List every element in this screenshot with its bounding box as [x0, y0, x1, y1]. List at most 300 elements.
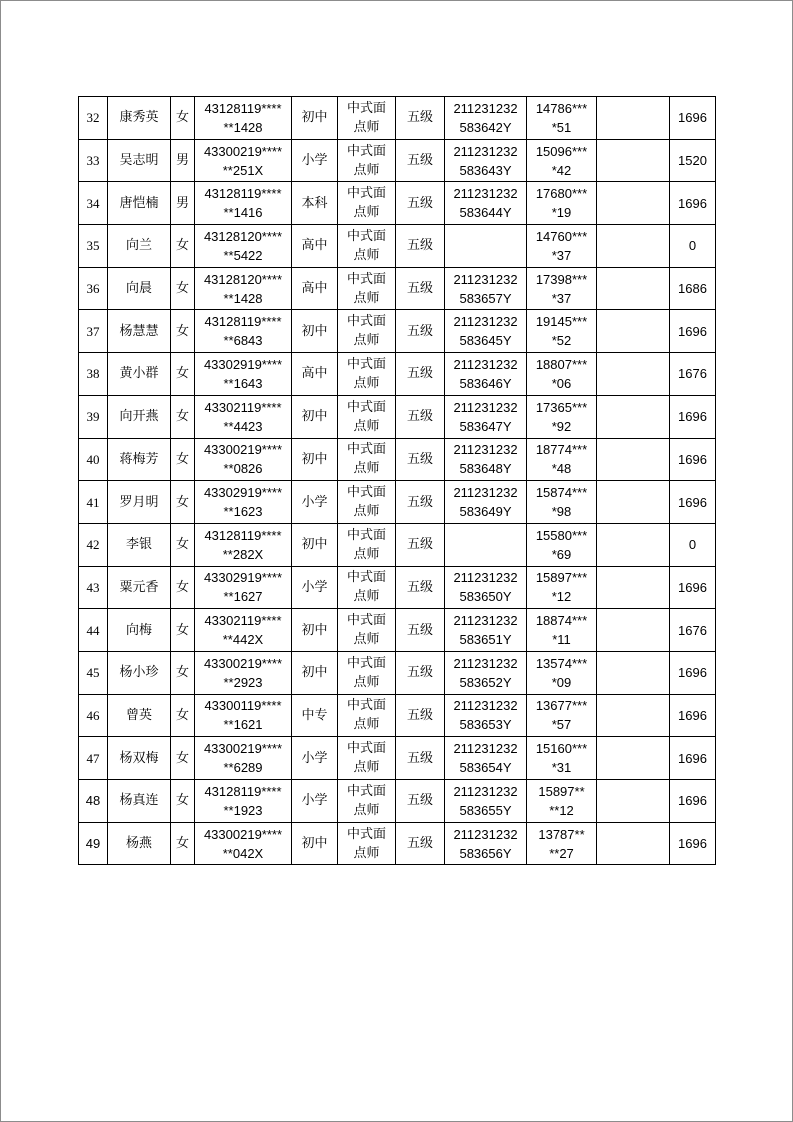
person-name — [108, 139, 171, 182]
education — [292, 267, 338, 310]
skill-level-text: 五级 — [406, 281, 433, 297]
education-text: 高中 — [301, 281, 328, 297]
occupation-text: 中式面 — [346, 143, 386, 159]
person-name — [108, 225, 171, 268]
gender — [171, 566, 195, 609]
row-number — [79, 267, 108, 310]
education — [292, 182, 338, 225]
certificate-number-text: 211231232 — [453, 570, 518, 586]
subsidy-amount-text: 1696 — [678, 451, 707, 467]
table-row — [79, 609, 716, 652]
phone-number — [527, 609, 597, 652]
occupation-text: 中式面 — [346, 186, 386, 202]
subsidy-amount-text: 1696 — [678, 110, 707, 126]
id-number-text: 43302119**** — [204, 399, 282, 415]
certificate-number — [445, 822, 527, 865]
subsidy-amount-text: 1676 — [678, 622, 707, 638]
table-row — [79, 267, 716, 310]
phone-number-text: 17398*** — [535, 271, 588, 287]
person-name-text: 李银 — [125, 537, 152, 553]
phone-number-text: *37 — [551, 247, 572, 263]
certificate-number-text: 583649Y — [459, 504, 512, 520]
note — [597, 481, 670, 524]
phone-number — [527, 310, 597, 353]
certificate-number-text: 583654Y — [459, 760, 512, 776]
occupation-text: 点师 — [353, 760, 380, 776]
education-text: 小学 — [301, 793, 328, 809]
subsidy-amount-text: 1696 — [678, 707, 707, 723]
certificate-number — [445, 609, 527, 652]
skill-level-text: 五级 — [406, 110, 433, 126]
id-number-text: 43128119**** — [204, 100, 282, 116]
subsidy-amount-text: 0 — [688, 537, 697, 553]
table-row — [79, 395, 716, 438]
certificate-number-text: 583642Y — [459, 119, 512, 135]
gender — [171, 780, 195, 823]
certificate-number-text: 211231232 — [453, 143, 518, 159]
certificate-number — [445, 225, 527, 268]
subsidy-amount-text: 1676 — [678, 366, 707, 382]
skill-level-text: 五级 — [406, 153, 433, 169]
occupation-text: 点师 — [353, 674, 380, 690]
phone-number-text: *52 — [551, 333, 572, 349]
id-number — [195, 310, 292, 353]
certificate-number — [445, 395, 527, 438]
phone-number — [527, 395, 597, 438]
note — [597, 737, 670, 780]
id-number — [195, 609, 292, 652]
roster-table — [78, 96, 716, 865]
row-number — [79, 182, 108, 225]
phone-number-text: *48 — [551, 461, 572, 477]
skill-level-text: 五级 — [406, 323, 433, 339]
phone-number — [527, 780, 597, 823]
occupation-text: 中式面 — [346, 570, 386, 586]
note — [597, 822, 670, 865]
occupation-text: 点师 — [353, 589, 380, 605]
gender-text: 女 — [175, 836, 189, 852]
occupation-text: 点师 — [353, 418, 380, 434]
skill-level — [396, 353, 445, 396]
education-text: 高中 — [301, 238, 328, 254]
gender — [171, 523, 195, 566]
certificate-number-text: 583648Y — [459, 461, 512, 477]
gender-text: 男 — [175, 195, 189, 211]
id-number-text: **442X — [222, 632, 264, 648]
skill-level — [396, 225, 445, 268]
skill-level — [396, 182, 445, 225]
education-text: 初中 — [301, 323, 328, 339]
certificate-number-text: 211231232 — [453, 100, 518, 116]
certificate-number-text: 583652Y — [459, 674, 512, 690]
row-number-text: 47 — [86, 750, 100, 766]
education-text: 小学 — [301, 494, 328, 510]
note — [597, 353, 670, 396]
skill-level — [396, 395, 445, 438]
occupation — [338, 139, 396, 182]
occupation — [338, 353, 396, 396]
phone-number-text: 15897*** — [535, 570, 588, 586]
phone-number-text: 17680*** — [535, 186, 588, 202]
phone-number-text: 18874*** — [535, 613, 588, 629]
subsidy-amount-text: 1686 — [678, 281, 707, 297]
certificate-number-text: 583647Y — [459, 418, 512, 434]
skill-level-text: 五级 — [406, 707, 433, 723]
gender — [171, 651, 195, 694]
row-number-text: 40 — [86, 451, 100, 467]
gender — [171, 694, 195, 737]
skill-level — [396, 566, 445, 609]
phone-number-text: 17365*** — [535, 399, 588, 415]
certificate-number — [445, 651, 527, 694]
subsidy-amount-text: 1696 — [678, 579, 707, 595]
certificate-number-text: 583643Y — [459, 162, 512, 178]
row-number — [79, 651, 108, 694]
person-name-text: 向兰 — [125, 238, 152, 254]
certificate-number-text: 583657Y — [459, 290, 512, 306]
certificate-number-text: 211231232 — [453, 186, 518, 202]
id-number-text: **1643 — [223, 375, 263, 391]
occupation-text: 点师 — [353, 205, 380, 221]
row-number-text: 42 — [86, 537, 100, 553]
education-text: 初中 — [301, 409, 328, 425]
person-name — [108, 353, 171, 396]
person-name-text: 康秀英 — [119, 110, 159, 126]
subsidy-amount-text: 0 — [688, 238, 697, 254]
id-number — [195, 651, 292, 694]
person-name-text: 黄小群 — [119, 366, 159, 382]
occupation-text: 点师 — [353, 802, 380, 818]
certificate-number — [445, 523, 527, 566]
phone-number — [527, 523, 597, 566]
occupation-text: 点师 — [353, 290, 380, 306]
gender-text: 女 — [175, 537, 189, 553]
row-number — [79, 310, 108, 353]
phone-number — [527, 97, 597, 140]
subsidy-amount — [670, 481, 716, 524]
gender — [171, 609, 195, 652]
subsidy-amount-text: 1696 — [678, 195, 707, 211]
id-number-text: **1416 — [223, 205, 263, 221]
person-name — [108, 780, 171, 823]
person-name-text: 吴志明 — [119, 153, 159, 169]
id-number-text: 43300119**** — [204, 698, 282, 714]
note — [597, 139, 670, 182]
person-name-text: 蒋梅芳 — [119, 451, 159, 467]
id-number — [195, 780, 292, 823]
skill-level-text: 五级 — [406, 793, 433, 809]
gender — [171, 438, 195, 481]
education — [292, 737, 338, 780]
gender-text: 女 — [175, 707, 189, 723]
id-number-text: 43302919**** — [203, 485, 283, 501]
certificate-number-text: 211231232 — [453, 613, 518, 629]
gender — [171, 822, 195, 865]
id-number — [195, 353, 292, 396]
occupation — [338, 566, 396, 609]
id-number-text: **6289 — [223, 760, 263, 776]
education-text: 中专 — [301, 707, 328, 723]
phone-number-text: 15874*** — [535, 485, 588, 501]
id-number-text: **1627 — [223, 589, 263, 605]
row-number — [79, 566, 108, 609]
phone-number-text: 14786*** — [535, 100, 588, 116]
note — [597, 780, 670, 823]
occupation — [338, 651, 396, 694]
id-number — [195, 438, 292, 481]
gender — [171, 737, 195, 780]
phone-number-text: 18774*** — [535, 442, 588, 458]
subsidy-amount — [670, 139, 716, 182]
person-name-text: 向开燕 — [119, 409, 159, 425]
phone-number — [527, 651, 597, 694]
roster-body — [79, 97, 716, 865]
phone-number-text: *98 — [551, 504, 572, 520]
certificate-number — [445, 353, 527, 396]
certificate-number-text: 583645Y — [459, 333, 512, 349]
person-name — [108, 310, 171, 353]
row-number — [79, 609, 108, 652]
education — [292, 310, 338, 353]
phone-number-text: *06 — [551, 375, 572, 391]
gender-text: 女 — [175, 665, 189, 681]
certificate-number-text: 211231232 — [453, 826, 518, 842]
id-number — [195, 694, 292, 737]
occupation-text: 中式面 — [346, 228, 386, 244]
gender — [171, 310, 195, 353]
gender-text: 女 — [175, 110, 189, 126]
row-number — [79, 97, 108, 140]
certificate-number — [445, 267, 527, 310]
education-text: 小学 — [301, 750, 328, 766]
person-name-text: 杨慧慧 — [119, 323, 159, 339]
person-name — [108, 182, 171, 225]
occupation-text: 点师 — [353, 845, 380, 861]
occupation — [338, 438, 396, 481]
id-number-text: **1428 — [223, 119, 263, 135]
occupation-text: 点师 — [353, 119, 380, 135]
person-name-text: 向梅 — [125, 622, 152, 638]
phone-number-text: *42 — [551, 162, 572, 178]
id-number-text: **0826 — [223, 461, 263, 477]
note — [597, 566, 670, 609]
row-number-text: 41 — [86, 494, 100, 510]
subsidy-amount-text: 1696 — [678, 665, 707, 681]
id-number — [195, 481, 292, 524]
skill-level — [396, 822, 445, 865]
occupation-text: 中式面 — [346, 698, 386, 714]
row-number — [79, 737, 108, 780]
phone-number-text: 15580*** — [535, 527, 588, 543]
table-row — [79, 353, 716, 396]
subsidy-amount — [670, 182, 716, 225]
phone-number-text: 13574*** — [535, 655, 588, 671]
skill-level-text: 五级 — [406, 366, 433, 382]
certificate-number-text: 211231232 — [453, 741, 518, 757]
subsidy-amount — [670, 97, 716, 140]
id-number-text: **4423 — [223, 418, 263, 434]
education — [292, 97, 338, 140]
skill-level — [396, 139, 445, 182]
phone-number-text: *69 — [551, 546, 572, 562]
row-number — [79, 780, 108, 823]
skill-level — [396, 267, 445, 310]
note — [597, 267, 670, 310]
occupation — [338, 609, 396, 652]
id-number — [195, 737, 292, 780]
certificate-number-text: 211231232 — [453, 399, 518, 415]
certificate-number-text: 583656Y — [459, 845, 512, 861]
gender — [171, 182, 195, 225]
gender — [171, 139, 195, 182]
phone-number — [527, 566, 597, 609]
subsidy-amount-text: 1696 — [678, 793, 707, 809]
gender-text: 女 — [175, 793, 189, 809]
occupation-text: 中式面 — [346, 442, 386, 458]
row-number-text: 45 — [86, 665, 100, 681]
education — [292, 694, 338, 737]
gender — [171, 395, 195, 438]
certificate-number-text: 211231232 — [453, 442, 518, 458]
id-number-text: 43128120**** — [203, 228, 283, 244]
row-number — [79, 225, 108, 268]
id-number-text: 43128119**** — [204, 186, 282, 202]
person-name — [108, 737, 171, 780]
id-number — [195, 566, 292, 609]
id-number-text: **282X — [222, 546, 264, 562]
id-number — [195, 225, 292, 268]
occupation-text: 点师 — [353, 247, 380, 263]
subsidy-amount — [670, 353, 716, 396]
id-number-text: 43300219**** — [203, 655, 283, 671]
education-text: 初中 — [301, 622, 328, 638]
row-number-text: 33 — [86, 153, 100, 169]
occupation-text: 中式面 — [346, 783, 386, 799]
person-name-text: 粟元香 — [119, 579, 159, 595]
row-number-text: 46 — [86, 707, 100, 723]
occupation-text: 中式面 — [346, 100, 386, 116]
table-row — [79, 780, 716, 823]
phone-number — [527, 438, 597, 481]
skill-level-text: 五级 — [406, 665, 433, 681]
certificate-number-text: 211231232 — [453, 356, 518, 372]
table-row — [79, 481, 716, 524]
phone-number-text: *31 — [551, 760, 572, 776]
subsidy-amount — [670, 566, 716, 609]
gender-text: 男 — [175, 153, 189, 169]
gender-text: 女 — [175, 366, 189, 382]
table-row — [79, 651, 716, 694]
table-row — [79, 139, 716, 182]
education — [292, 651, 338, 694]
person-name — [108, 97, 171, 140]
occupation — [338, 182, 396, 225]
skill-level — [396, 97, 445, 140]
row-number-text: 48 — [85, 793, 101, 809]
certificate-number-text: 583651Y — [459, 632, 512, 648]
note — [597, 651, 670, 694]
phone-number-text: *51 — [551, 119, 572, 135]
occupation-text: 中式面 — [346, 613, 386, 629]
person-name — [108, 609, 171, 652]
phone-number-text: *57 — [551, 717, 572, 733]
skill-level-text: 五级 — [406, 409, 433, 425]
subsidy-amount — [670, 694, 716, 737]
gender — [171, 97, 195, 140]
person-name — [108, 438, 171, 481]
education — [292, 395, 338, 438]
occupation-text: 点师 — [353, 461, 380, 477]
row-number — [79, 438, 108, 481]
id-number-text: **2923 — [223, 674, 263, 690]
id-number — [195, 267, 292, 310]
skill-level — [396, 780, 445, 823]
person-name — [108, 822, 171, 865]
occupation-text: 中式面 — [346, 826, 386, 842]
id-number — [195, 97, 292, 140]
occupation — [338, 523, 396, 566]
phone-number — [527, 822, 597, 865]
id-number — [195, 182, 292, 225]
subsidy-amount — [670, 395, 716, 438]
id-number-text: **1428 — [223, 290, 263, 306]
certificate-number-text: 211231232 — [453, 271, 518, 287]
education-text: 本科 — [301, 195, 328, 211]
person-name-text: 唐恺楠 — [119, 195, 159, 211]
skill-level — [396, 310, 445, 353]
education-text: 初中 — [301, 110, 328, 126]
certificate-number-text: 583644Y — [459, 205, 512, 221]
note — [597, 523, 670, 566]
subsidy-amount-text: 1696 — [678, 409, 707, 425]
phone-number-text: 15096*** — [535, 143, 588, 159]
skill-level-text: 五级 — [406, 750, 433, 766]
skill-level-text: 五级 — [406, 836, 433, 852]
education-text: 初中 — [301, 451, 328, 467]
person-name-text: 杨小珍 — [119, 665, 159, 681]
certificate-number — [445, 438, 527, 481]
subsidy-amount-text: 1696 — [678, 494, 707, 510]
id-number — [195, 139, 292, 182]
education — [292, 822, 338, 865]
subsidy-amount-text: 1696 — [678, 836, 707, 852]
phone-number-text: 13787** — [538, 826, 585, 842]
phone-number-text: *11 — [552, 632, 571, 648]
id-number-text: 43300219**** — [203, 442, 283, 458]
subsidy-amount — [670, 822, 716, 865]
gender-text: 女 — [175, 323, 189, 339]
note — [597, 310, 670, 353]
gender — [171, 267, 195, 310]
certificate-number — [445, 694, 527, 737]
table-row — [79, 523, 716, 566]
subsidy-amount — [670, 310, 716, 353]
row-number-text: 35 — [86, 238, 100, 254]
row-number-text: 38 — [86, 366, 100, 382]
occupation-text: 中式面 — [346, 399, 386, 415]
table-row — [79, 737, 716, 780]
id-number — [195, 395, 292, 438]
note — [597, 182, 670, 225]
phone-number-text: *92 — [551, 418, 572, 434]
phone-number-text: 15160*** — [535, 741, 588, 757]
id-number-text: **1621 — [223, 717, 263, 733]
table-row — [79, 310, 716, 353]
skill-level-text: 五级 — [406, 451, 433, 467]
education-text: 小学 — [301, 153, 328, 169]
skill-level — [396, 438, 445, 481]
skill-level — [396, 651, 445, 694]
